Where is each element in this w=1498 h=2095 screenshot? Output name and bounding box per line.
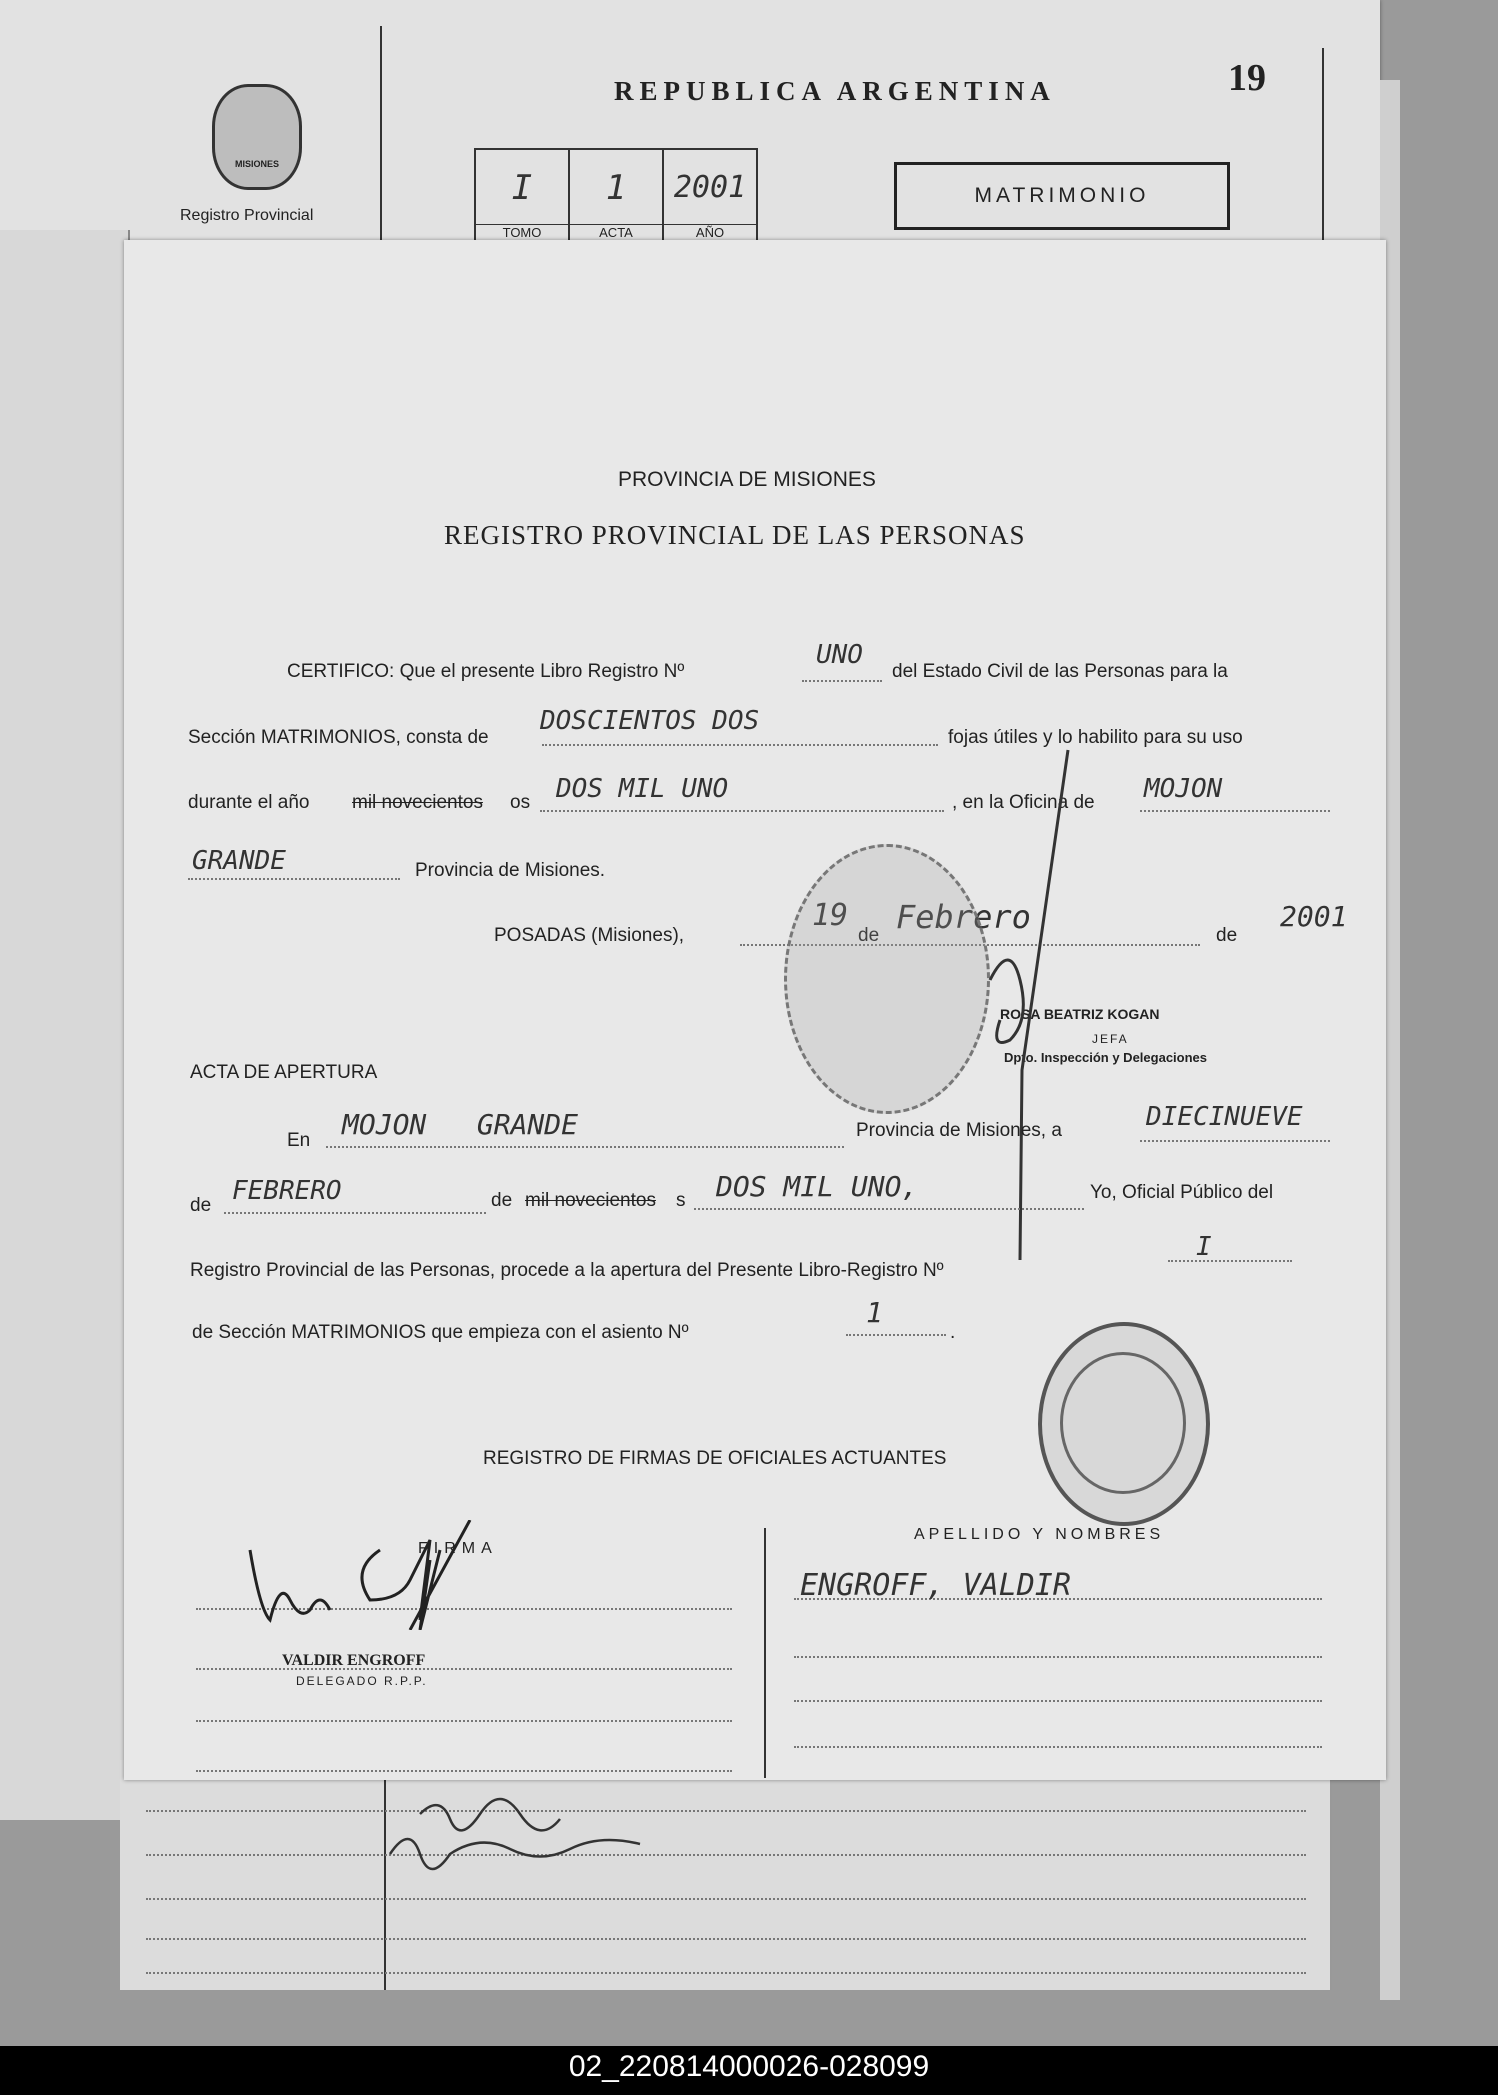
- firma-row-line: [196, 1770, 732, 1772]
- dotted-line: [846, 1334, 946, 1336]
- province-heading: PROVINCIA DE MISIONES: [618, 468, 876, 491]
- apertura-s: s: [676, 1190, 686, 1211]
- box-tomo: [476, 150, 570, 242]
- oficina-label: , en la Oficina de: [952, 792, 1095, 813]
- hw-dia: DIECINUEVE: [1146, 1102, 1303, 1132]
- page-number: 19: [1228, 57, 1266, 99]
- bottom-signature-icon: [380, 1794, 800, 1914]
- certifico-prefix: CERTIFICO: Que el presente Libro Registro Nº: [287, 661, 685, 682]
- durante-prefix: durante el año: [188, 792, 310, 813]
- box-value: I: [511, 168, 533, 208]
- country-title: REPUBLICA ARGENTINA: [614, 76, 1056, 106]
- matrimonio-box: MATRIMONIO: [894, 162, 1230, 230]
- firmas-title: REGISTRO DE FIRMAS DE OFICIALES ACTUANTES: [483, 1448, 947, 1469]
- nombre-row-line: [794, 1746, 1322, 1748]
- seccion-suffix: fojas útiles y lo habilito para su uso: [948, 727, 1243, 748]
- hw-day: 19: [812, 898, 849, 933]
- hw-officer-name: ENGROFF, VALDIR: [800, 1568, 1071, 1603]
- box-acta: [570, 150, 664, 242]
- tomo-acta-ano-boxes: [474, 148, 758, 244]
- hw-asiento: 1: [866, 1296, 883, 1329]
- firma-row-line: [196, 1720, 732, 1722]
- de-label: de: [858, 925, 880, 946]
- de-label: de: [1216, 925, 1238, 946]
- registry-label: Registro Provincial: [180, 207, 314, 224]
- firmas-divider: [764, 1528, 766, 1778]
- dotted-line: [540, 810, 944, 812]
- posadas-label: POSADAS (Misiones),: [494, 925, 685, 946]
- box-label: TOMO: [476, 224, 568, 240]
- hw-month: Febrero: [896, 898, 1031, 936]
- officer-stamp-name: VALDIR ENGROFF: [282, 1652, 426, 1669]
- signature-stroke-icon: [960, 740, 1080, 1300]
- hw-libro-registro: I: [1196, 1232, 1212, 1262]
- dotted-line: [326, 1146, 844, 1148]
- nombre-row-line: [794, 1700, 1322, 1702]
- hw-grande: GRANDE: [192, 846, 286, 876]
- registry-heading: REGISTRO PROVINCIAL DE LAS PERSONAS: [444, 520, 1026, 550]
- nombre-row-line: [794, 1656, 1322, 1658]
- seccion-prefix: Sección MATRIMONIOS, consta de: [188, 727, 489, 748]
- apertura-de2: de: [491, 1190, 513, 1211]
- stamp-inner-ring: [1060, 1352, 1186, 1494]
- hw-libro-number: UNO: [816, 640, 863, 670]
- left-book-page: [0, 230, 130, 1820]
- apertura-struck: mil novecientos: [525, 1190, 656, 1211]
- signer-name: ROSA BEATRIZ KOGAN: [1000, 1006, 1160, 1022]
- seal-lettering: MISIONES: [234, 159, 279, 169]
- hw-ano-apertura: DOS MIL UNO,: [716, 1170, 919, 1203]
- hw-year: 2001: [1280, 900, 1348, 933]
- registry-oval-stamp-icon: [1038, 1322, 1210, 1526]
- dotted-line: [1168, 1260, 1292, 1262]
- apertura-de: de: [190, 1195, 212, 1216]
- apertura-title: ACTA DE APERTURA: [190, 1062, 378, 1083]
- apertura-en: En: [287, 1130, 311, 1151]
- dotted-line: [802, 680, 882, 682]
- box-label: ACTA: [570, 224, 662, 240]
- signer-dept: Dpto. Inspección y Delegaciones: [1004, 1050, 1207, 1065]
- officer-stamp-role: DELEGADO R.P.P.: [296, 1674, 428, 1688]
- apertura-oficial: Yo, Oficial Público del: [1090, 1182, 1274, 1203]
- provincia-label: Provincia de Misiones.: [415, 860, 606, 881]
- apertura-punto: .: [950, 1322, 956, 1343]
- dotted-line: [224, 1212, 486, 1214]
- bottom-sheet: [120, 1760, 1332, 1990]
- col-nombres-label: APELLIDO Y NOMBRES: [914, 1526, 1165, 1543]
- bottom-row-line: [146, 1938, 1306, 1940]
- certifico-suffix: del Estado Civil de las Personas para la: [892, 661, 1228, 682]
- hw-ano: DOS MIL UNO: [556, 774, 729, 804]
- hw-lugar: MOJON GRANDE: [342, 1108, 579, 1141]
- dotted-line: [1140, 810, 1330, 812]
- dotted-line: [694, 1208, 1084, 1210]
- province-seal-icon: [212, 84, 302, 190]
- durante-os: os: [510, 792, 531, 813]
- footer-id: 02_220814000026-028099: [568, 2050, 930, 2083]
- apertura-registro: Registro Provincial de las Personas, procede a la apertura del Presente Libro-Registro Nº: [190, 1260, 944, 1281]
- dotted-line: [542, 744, 938, 746]
- top-divider: [380, 26, 382, 246]
- hw-mes: FEBRERO: [232, 1176, 342, 1206]
- durante-struck: mil novecientos: [352, 792, 483, 813]
- firma-row-line: [196, 1668, 732, 1670]
- apertura-provincia: Provincia de Misiones, a: [856, 1120, 1062, 1141]
- right-top-divider: [1322, 48, 1324, 248]
- hw-oficina: MOJON: [1144, 774, 1223, 804]
- bottom-row-line: [146, 1972, 1306, 1974]
- box-value: 2001: [673, 170, 747, 205]
- signer-role: JEFA: [1092, 1032, 1129, 1046]
- officer-signature-icon: [230, 1520, 550, 1630]
- dotted-line: [1140, 1140, 1330, 1142]
- box-label: AÑO: [664, 224, 756, 240]
- apertura-seccion: de Sección MATRIMONIOS que empieza con el asiento Nº: [192, 1322, 689, 1343]
- dotted-line: [188, 878, 400, 880]
- box-value: 1: [605, 168, 627, 208]
- hw-fojas: DOSCIENTOS DOS: [540, 706, 760, 736]
- box-ano: [664, 150, 756, 242]
- col-firma-label: FIRMA: [418, 1540, 498, 1557]
